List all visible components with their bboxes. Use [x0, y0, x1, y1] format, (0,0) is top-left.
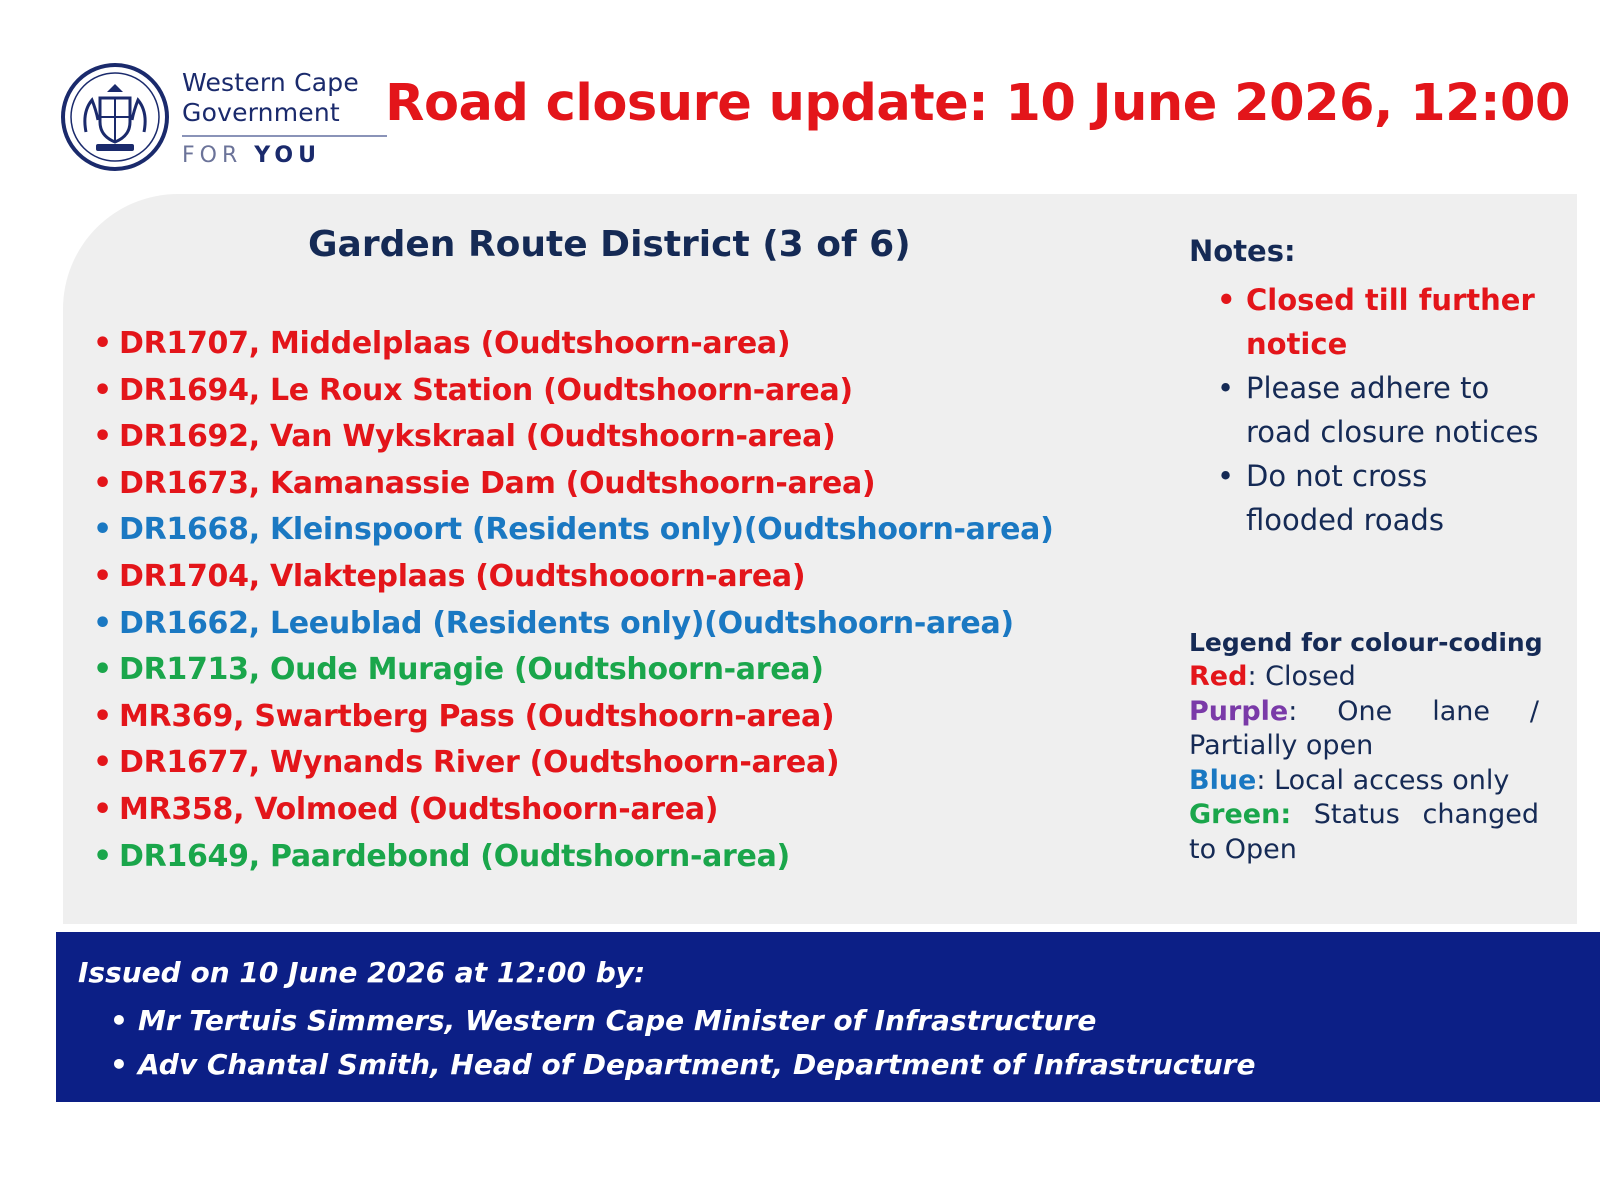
legend-key: Blue [1189, 764, 1257, 796]
note-item [1189, 278, 1539, 366]
issued-footer [56, 932, 1600, 1102]
road-name: DR1694, Le Roux Station (Oudtshoorn-area) [119, 372, 853, 408]
legend-key: Purple [1189, 695, 1289, 727]
logo-divider [182, 135, 387, 137]
signatory-list [110, 999, 1255, 1087]
bullet-icon: • [93, 558, 112, 594]
road-list-item [93, 554, 1054, 601]
legend-heading: Legend for colour-coding [1189, 628, 1543, 657]
bullet-icon: • [1217, 459, 1235, 493]
road-list-item [93, 740, 1054, 787]
legend-description: Local access only [1265, 764, 1510, 796]
district-title: Garden Route District (3 of 6) [308, 224, 911, 265]
note-text: Closed till further notice [1246, 283, 1535, 361]
legend-section [1189, 626, 1543, 867]
bullet-icon: • [93, 419, 112, 455]
bullet-icon: • [93, 791, 112, 827]
road-list-item [93, 507, 1054, 554]
legend-rows [1189, 660, 1539, 867]
org-name-line2: Government [182, 98, 340, 127]
bullet-icon: • [1217, 371, 1235, 405]
bullet-icon: • [93, 372, 112, 408]
legend-row [1189, 798, 1539, 867]
road-name: DR1662, Leeublad (Residents only)(Oudtshoorn-area) [119, 605, 1014, 641]
road-list-item [93, 461, 1054, 508]
legend-separator: : [1288, 695, 1298, 727]
road-name: DR1677, Wynands River (Oudtshoorn-area) [119, 745, 840, 781]
legend-row [1189, 660, 1539, 695]
note-item [1189, 366, 1539, 454]
bullet-icon: • [1217, 283, 1236, 317]
bullet-icon: • [93, 838, 112, 874]
tagline-you: YOU [254, 143, 321, 168]
road-list-item [93, 834, 1054, 881]
road-name: DR1713, Oude Muragie (Oudtshoorn-area) [119, 652, 824, 688]
road-name: MR358, Volmoed (Oudtshoorn-area) [119, 791, 719, 827]
bullet-icon: • [93, 745, 112, 781]
bullet-icon: • [93, 605, 112, 641]
content-panel [63, 194, 1577, 924]
road-name: DR1704, Vlakteplaas (Oudtshooorn-area) [119, 558, 806, 594]
tagline-for: FOR [182, 143, 243, 168]
org-name-line1: Western Cape [182, 68, 359, 97]
signatory-item [110, 1043, 1255, 1087]
signatory-item [110, 999, 1255, 1043]
signatory-name: Adv Chantal Smith, Head of Department, Department of Infrastructure [138, 1048, 1256, 1081]
road-name: DR1668, Kleinspoort (Residents only)(Oudtshoorn-area) [119, 512, 1054, 548]
legend-description: Status changed to Open [1189, 799, 1539, 865]
legend-separator: : [1247, 661, 1257, 692]
signatory-name: Mr Tertuis Simmers, Western Cape Minister of Infrastructure [138, 1004, 1097, 1037]
note-text: Please adhere to road closure notices [1246, 371, 1539, 449]
legend-description: One lane / Partially open [1189, 695, 1539, 761]
notes-heading: Notes: [1189, 234, 1296, 268]
road-name: DR1673, Kamanassie Dam (Oudtshoorn-area) [119, 465, 876, 501]
road-list-item [93, 694, 1054, 741]
road-list-item [93, 368, 1054, 415]
bullet-icon: • [110, 1048, 128, 1081]
legend-separator: : [1256, 764, 1266, 796]
road-list-item [93, 647, 1054, 694]
legend-description: Closed [1256, 661, 1356, 692]
issued-statement: Issued on 10 June 2026 at 12:00 by: [78, 956, 646, 989]
bullet-icon: • [110, 1004, 128, 1037]
road-list [93, 321, 1054, 880]
legend-row [1189, 764, 1539, 799]
road-name: MR369, Swartberg Pass (Oudtshoorn-area) [119, 698, 835, 734]
bullet-icon: • [93, 512, 112, 548]
note-text: Do not cross flooded roads [1246, 459, 1444, 537]
road-name: DR1707, Middelplaas (Oudtshoorn-area) [119, 326, 791, 361]
road-name: DR1649, Paardebond (Oudtshoorn-area) [119, 838, 790, 874]
bullet-icon: • [93, 652, 112, 688]
coat-of-arms-icon [60, 62, 170, 172]
bullet-icon: • [93, 326, 112, 361]
org-wordmark [182, 68, 387, 168]
notes-list [1189, 278, 1539, 542]
bullet-icon: • [93, 465, 112, 501]
notes-section [1189, 234, 1539, 542]
legend-row [1189, 695, 1539, 764]
wcg-logo [60, 62, 390, 177]
page-title: Road closure update: 10 June 2026, 12:00 [385, 74, 1570, 133]
road-list-item [93, 414, 1054, 461]
legend-key: Red [1189, 661, 1248, 692]
road-list-item [93, 321, 1054, 368]
bullet-icon: • [93, 698, 112, 734]
road-name: DR1692, Van Wykskraal (Oudtshoorn-area) [119, 419, 836, 455]
legend-key: Green: [1189, 799, 1292, 830]
road-list-item [93, 601, 1054, 648]
note-item [1189, 454, 1539, 542]
org-tagline [182, 143, 387, 168]
road-list-item [93, 787, 1054, 834]
